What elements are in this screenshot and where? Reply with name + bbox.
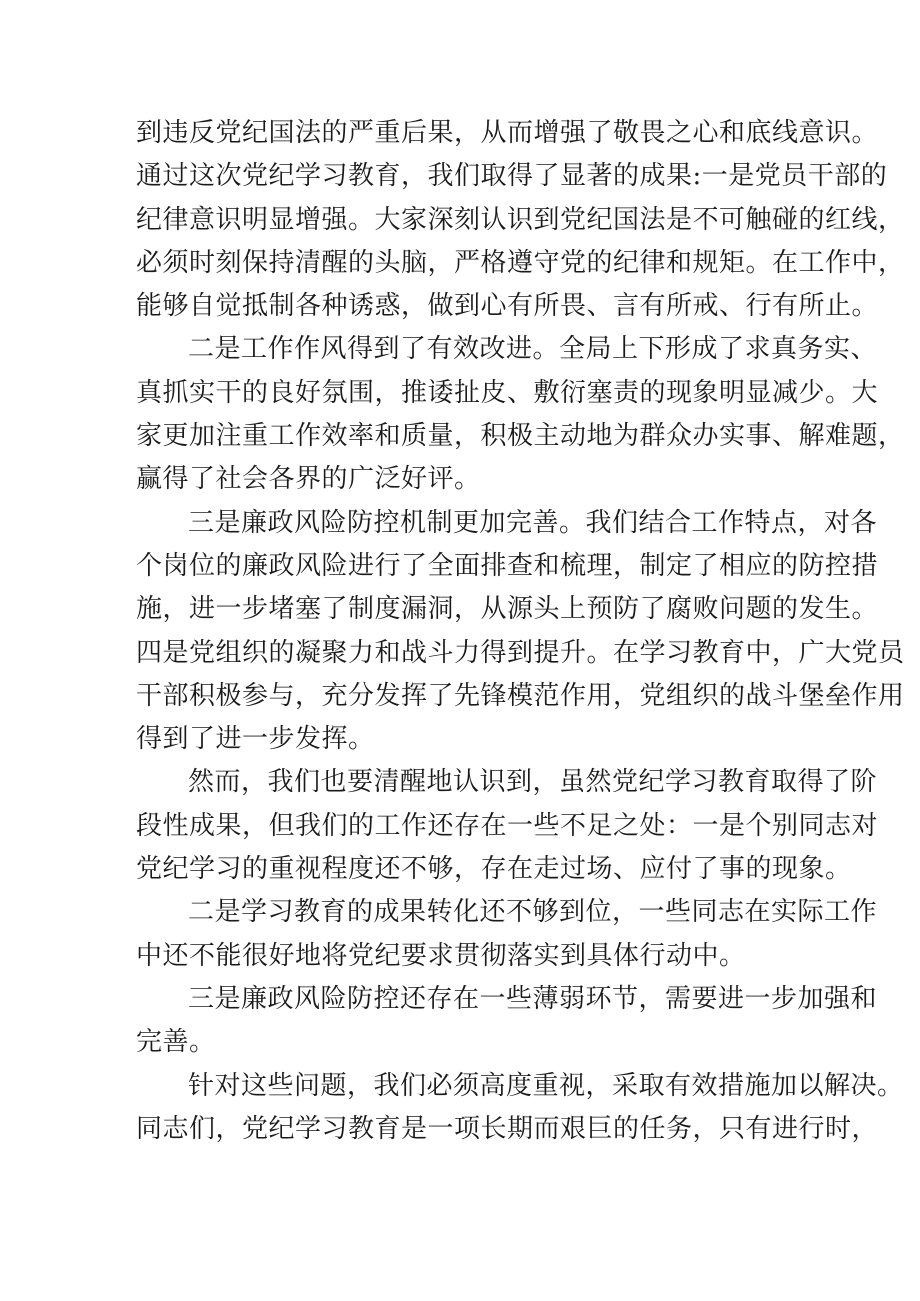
text-line: 四是党组织的凝聚力和战斗力得到提升。在学习教育中，广大党员 xyxy=(136,637,905,668)
text-line: 段性成果，但我们的工作还存在一些不足之处：一是个别同志对 xyxy=(136,810,879,841)
text-line: 能够自觉抵制各种诱惑，做到心有所畏、言有所戒、行有所止。 xyxy=(136,291,879,322)
text-line: 干部积极参与，充分发挥了先锋模范作用，党组织的战斗堡垒作用 xyxy=(136,680,905,711)
text-line: 三是廉政风险防控还存在一些薄弱环节，需要进一步加强和 xyxy=(188,983,878,1014)
text-line: 二是学习教育的成果转化还不够到位，一些同志在实际工作 xyxy=(188,897,878,928)
text-line: 真抓实干的良好氛围，推诿扯皮、敷衍塞责的现象明显减少。大 xyxy=(136,377,879,408)
text-line: 三是廉政风险防控机制更加完善。我们结合工作特点，对各 xyxy=(188,507,878,538)
body-text xyxy=(136,112,905,1151)
text-line: 党纪学习的重视程度还不够，存在走过场、应付了事的现象。 xyxy=(136,854,852,885)
text-line: 通过这次党纪学习教育，我们取得了显著的成果:一是党员干部的 xyxy=(136,161,888,192)
text-line: 针对这些问题，我们必须高度重视，采取有效措施加以解决。 xyxy=(188,1070,904,1101)
text-line: 二是工作作风得到了有效改进。全局上下形成了求真务实、 xyxy=(188,334,878,365)
text-line: 同志们，党纪学习教育是一项长期而艰巨的任务，只有进行时， xyxy=(136,1113,879,1144)
text-line: 必须时刻保持清醒的头脑，严格遵守党的纪律和规矩。在工作中， xyxy=(136,247,905,278)
text-line: 施，进一步堵塞了制度漏洞，从源头上预防了腐败问题的发生。 xyxy=(136,594,879,625)
text-line: 中还不能很好地将党纪要求贯彻落实到具体行动中。 xyxy=(136,940,746,971)
text-line: 纪律意识明显增强。大家深刻认识到党纪国法是不可触碰的红线， xyxy=(136,204,905,235)
text-line: 到违反党纪国法的严重后果，从而增强了敬畏之心和底线意识。 xyxy=(136,118,879,148)
text-line: 赢得了社会各界的广泛好评。 xyxy=(136,464,481,495)
text-line: 得到了进一步发挥。 xyxy=(136,724,375,755)
text-line: 完善。 xyxy=(136,1027,216,1058)
text-line: 个岗位的廉政风险进行了全面排查和梳理，制定了相应的防控措 xyxy=(136,550,879,581)
text-line: 家更加注重工作效率和质量，积极主动地为群众办实事、解难题， xyxy=(136,421,905,452)
text-line: 然而，我们也要清醒地认识到，虽然党纪学习教育取得了阶 xyxy=(188,767,878,798)
